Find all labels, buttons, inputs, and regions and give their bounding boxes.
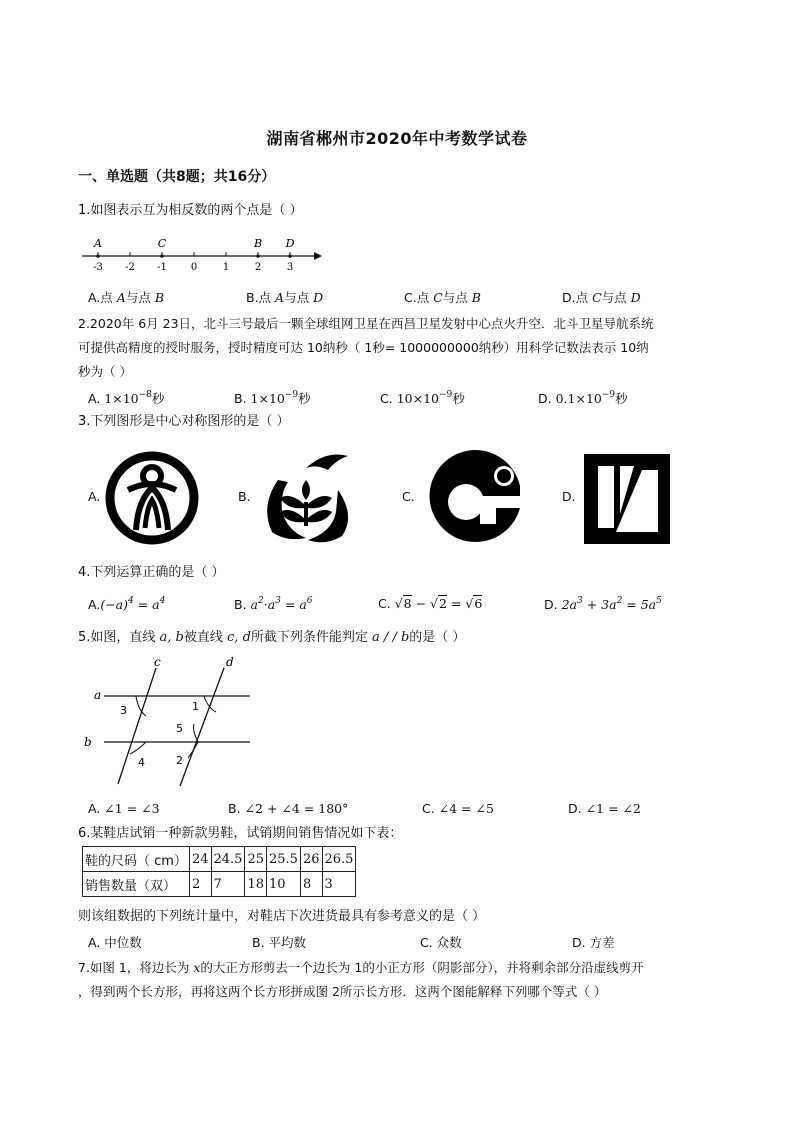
table-cell: 18 bbox=[245, 872, 267, 897]
table-cell: 8 bbox=[300, 872, 322, 897]
q6-option-c[interactable]: C. 众数 bbox=[420, 935, 462, 950]
question-4: 4.下列运算正确的是（ ） bbox=[78, 565, 225, 580]
question-2 bbox=[78, 312, 728, 384]
q3-option-c[interactable]: C. bbox=[402, 489, 415, 504]
question-5: 5.如图，直线 a, b被直线 c, d所截下列条件能判定 a / / b的是（ ） bbox=[78, 630, 466, 645]
q3-option-b[interactable]: B. bbox=[238, 489, 251, 504]
q1-option-c[interactable]: C.点 C与点 B bbox=[404, 290, 481, 305]
table-cell: 7 bbox=[211, 872, 245, 897]
q4-option-c[interactable]: C. √8 − √2 = √6 bbox=[378, 596, 483, 611]
question-7 bbox=[78, 956, 728, 1004]
number-line-point bbox=[160, 254, 164, 258]
question-3: 3.下列图形是中心对称图形的是（ ） bbox=[78, 414, 290, 429]
q2-option-a[interactable]: A. $1\times 10^{-8}$秒 bbox=[88, 390, 165, 406]
number-line-tick-label: -3 bbox=[93, 262, 103, 273]
q4-option-a[interactable]: $A.(-a)^4 = a^4$ bbox=[88, 596, 166, 612]
table-cell: 3 bbox=[322, 872, 356, 897]
number-line-point-label: D bbox=[285, 237, 295, 250]
section-heading: 一、单选题（共8题；共16分） bbox=[78, 169, 276, 185]
question-6: 6.某鞋店试销一种新款男鞋，试销期间销售情况如下表： bbox=[78, 826, 403, 841]
table-cell: 2 bbox=[189, 872, 211, 897]
number-line-figure bbox=[78, 236, 328, 276]
label-line-a: a bbox=[94, 688, 102, 702]
number-line-tick-label: 2 bbox=[254, 262, 262, 273]
shoe-sales-table bbox=[82, 846, 356, 897]
table-cell: 25 bbox=[245, 847, 267, 872]
exam-title: 湖南省郴州市2020年中考数学试卷 bbox=[266, 129, 528, 148]
logo-c-icon bbox=[426, 446, 526, 546]
table-header-cell: 销售数量（双） bbox=[83, 872, 190, 897]
q5-option-a[interactable]: A. ∠1 = ∠3 bbox=[88, 801, 160, 816]
q4-option-d[interactable]: D. $2a^3 + 3a^2 = 5a^5$ bbox=[544, 596, 662, 612]
table-row bbox=[83, 872, 356, 897]
logo-b-icon bbox=[256, 446, 360, 548]
q2-option-b[interactable]: B. $1\times 10^{-9}$秒 bbox=[234, 390, 311, 406]
table-cell: 25.5 bbox=[267, 847, 301, 872]
q2-option-c[interactable]: C. $10\times 10^{-9}$秒 bbox=[380, 390, 465, 406]
q5-option-b[interactable]: B. ∠2 + ∠4 = 180° bbox=[228, 801, 349, 816]
q2-line-3: 秒为（ ） bbox=[78, 364, 132, 379]
label-angle-3: 3 bbox=[120, 704, 127, 717]
q1-options bbox=[88, 288, 728, 310]
q3-option-d[interactable]: D. bbox=[562, 489, 576, 504]
number-line-point-label: A bbox=[94, 237, 102, 250]
q6-option-a[interactable]: A. 中位数 bbox=[88, 935, 142, 950]
label-angle-2: 2 bbox=[176, 754, 183, 767]
label-angle-4: 4 bbox=[138, 756, 145, 769]
q5-option-d[interactable]: D. ∠1 = ∠2 bbox=[568, 801, 641, 816]
table-cell: 24.5 bbox=[211, 847, 245, 872]
number-line-tick-label: -2 bbox=[125, 262, 135, 273]
table-cell: 10 bbox=[267, 872, 301, 897]
table-cell: 24 bbox=[189, 847, 211, 872]
question-1: 1.如图表示互为相反数的两个点是（ ） bbox=[78, 203, 303, 218]
number-line-point bbox=[96, 254, 100, 258]
number-line-point-label: C bbox=[157, 237, 167, 250]
q2-line-2: 可提供高精度的授时服务，授时精度可达 10纳秒（ 1秒= 1000000000纳秒）用科学记数法表示 10纳 bbox=[78, 340, 649, 355]
q1-option-a[interactable]: A.点 A与点 B bbox=[88, 290, 165, 305]
logo-a-icon bbox=[102, 448, 202, 548]
q2-line-1: 2.2020年 6月 23日，北斗三号最后一颗全球组网卫星在西昌卫星发射中心点火升空．北斗卫星导航系统 bbox=[78, 316, 654, 331]
number-line-tick-label: 0 bbox=[190, 262, 198, 273]
label-line-c: c bbox=[154, 655, 161, 669]
parallel-lines-figure bbox=[80, 654, 260, 790]
label-line-d: d bbox=[226, 655, 234, 669]
label-angle-1: 1 bbox=[192, 700, 199, 713]
label-angle-5: 5 bbox=[176, 722, 183, 735]
q7-line-2: ，得到两个长方形，再将这两个长方形拼成图 2所示长方形．这两个图能解释下列哪个等式（ ） bbox=[78, 984, 607, 999]
number-line-point-label: B bbox=[253, 237, 263, 250]
q5-option-c[interactable]: C. ∠4 = ∠5 bbox=[422, 801, 494, 816]
label-line-b: b bbox=[84, 735, 92, 749]
table-header-cell: 鞋的尺码（ cm） bbox=[83, 847, 190, 872]
q4-options bbox=[88, 596, 728, 618]
q3-option-a[interactable]: A. bbox=[88, 489, 101, 504]
table-cell: 26.5 bbox=[322, 847, 356, 872]
number-line-point bbox=[288, 254, 292, 258]
q6-option-b[interactable]: B. 平均数 bbox=[252, 935, 307, 950]
table-row bbox=[83, 847, 356, 872]
q6-follow-up: 则该组数据的下列统计量中，对鞋店下次进货最具有参考意义的是（ ） bbox=[78, 909, 486, 924]
table-cell: 26 bbox=[300, 847, 322, 872]
q4-option-b[interactable]: B. $a^2\cdot a^3 = a^6$ bbox=[234, 596, 313, 612]
number-line-point bbox=[256, 254, 260, 258]
number-line-tick-label: 3 bbox=[286, 262, 294, 273]
q2-option-d[interactable]: D. $0.1\times 10^{-9}$秒 bbox=[538, 390, 628, 406]
number-line-tick-label: 1 bbox=[222, 262, 230, 273]
q7-line-1: 7.如图 1，将边长为 x的大正方形剪去一个边长为 1的小正方形（阴影部分），并将剩余部分沿虚线剪开 bbox=[78, 960, 644, 975]
q5-options bbox=[88, 801, 728, 823]
q1-option-d[interactable]: D.点 C与点 D bbox=[562, 290, 641, 305]
q6-option-d[interactable]: D. 方差 bbox=[572, 935, 615, 950]
number-line-tick-label: -1 bbox=[157, 262, 167, 273]
q1-option-b[interactable]: B.点 A与点 D bbox=[246, 290, 324, 305]
q6-options bbox=[88, 933, 728, 955]
q2-options bbox=[88, 389, 728, 411]
logo-d-icon bbox=[584, 454, 674, 546]
